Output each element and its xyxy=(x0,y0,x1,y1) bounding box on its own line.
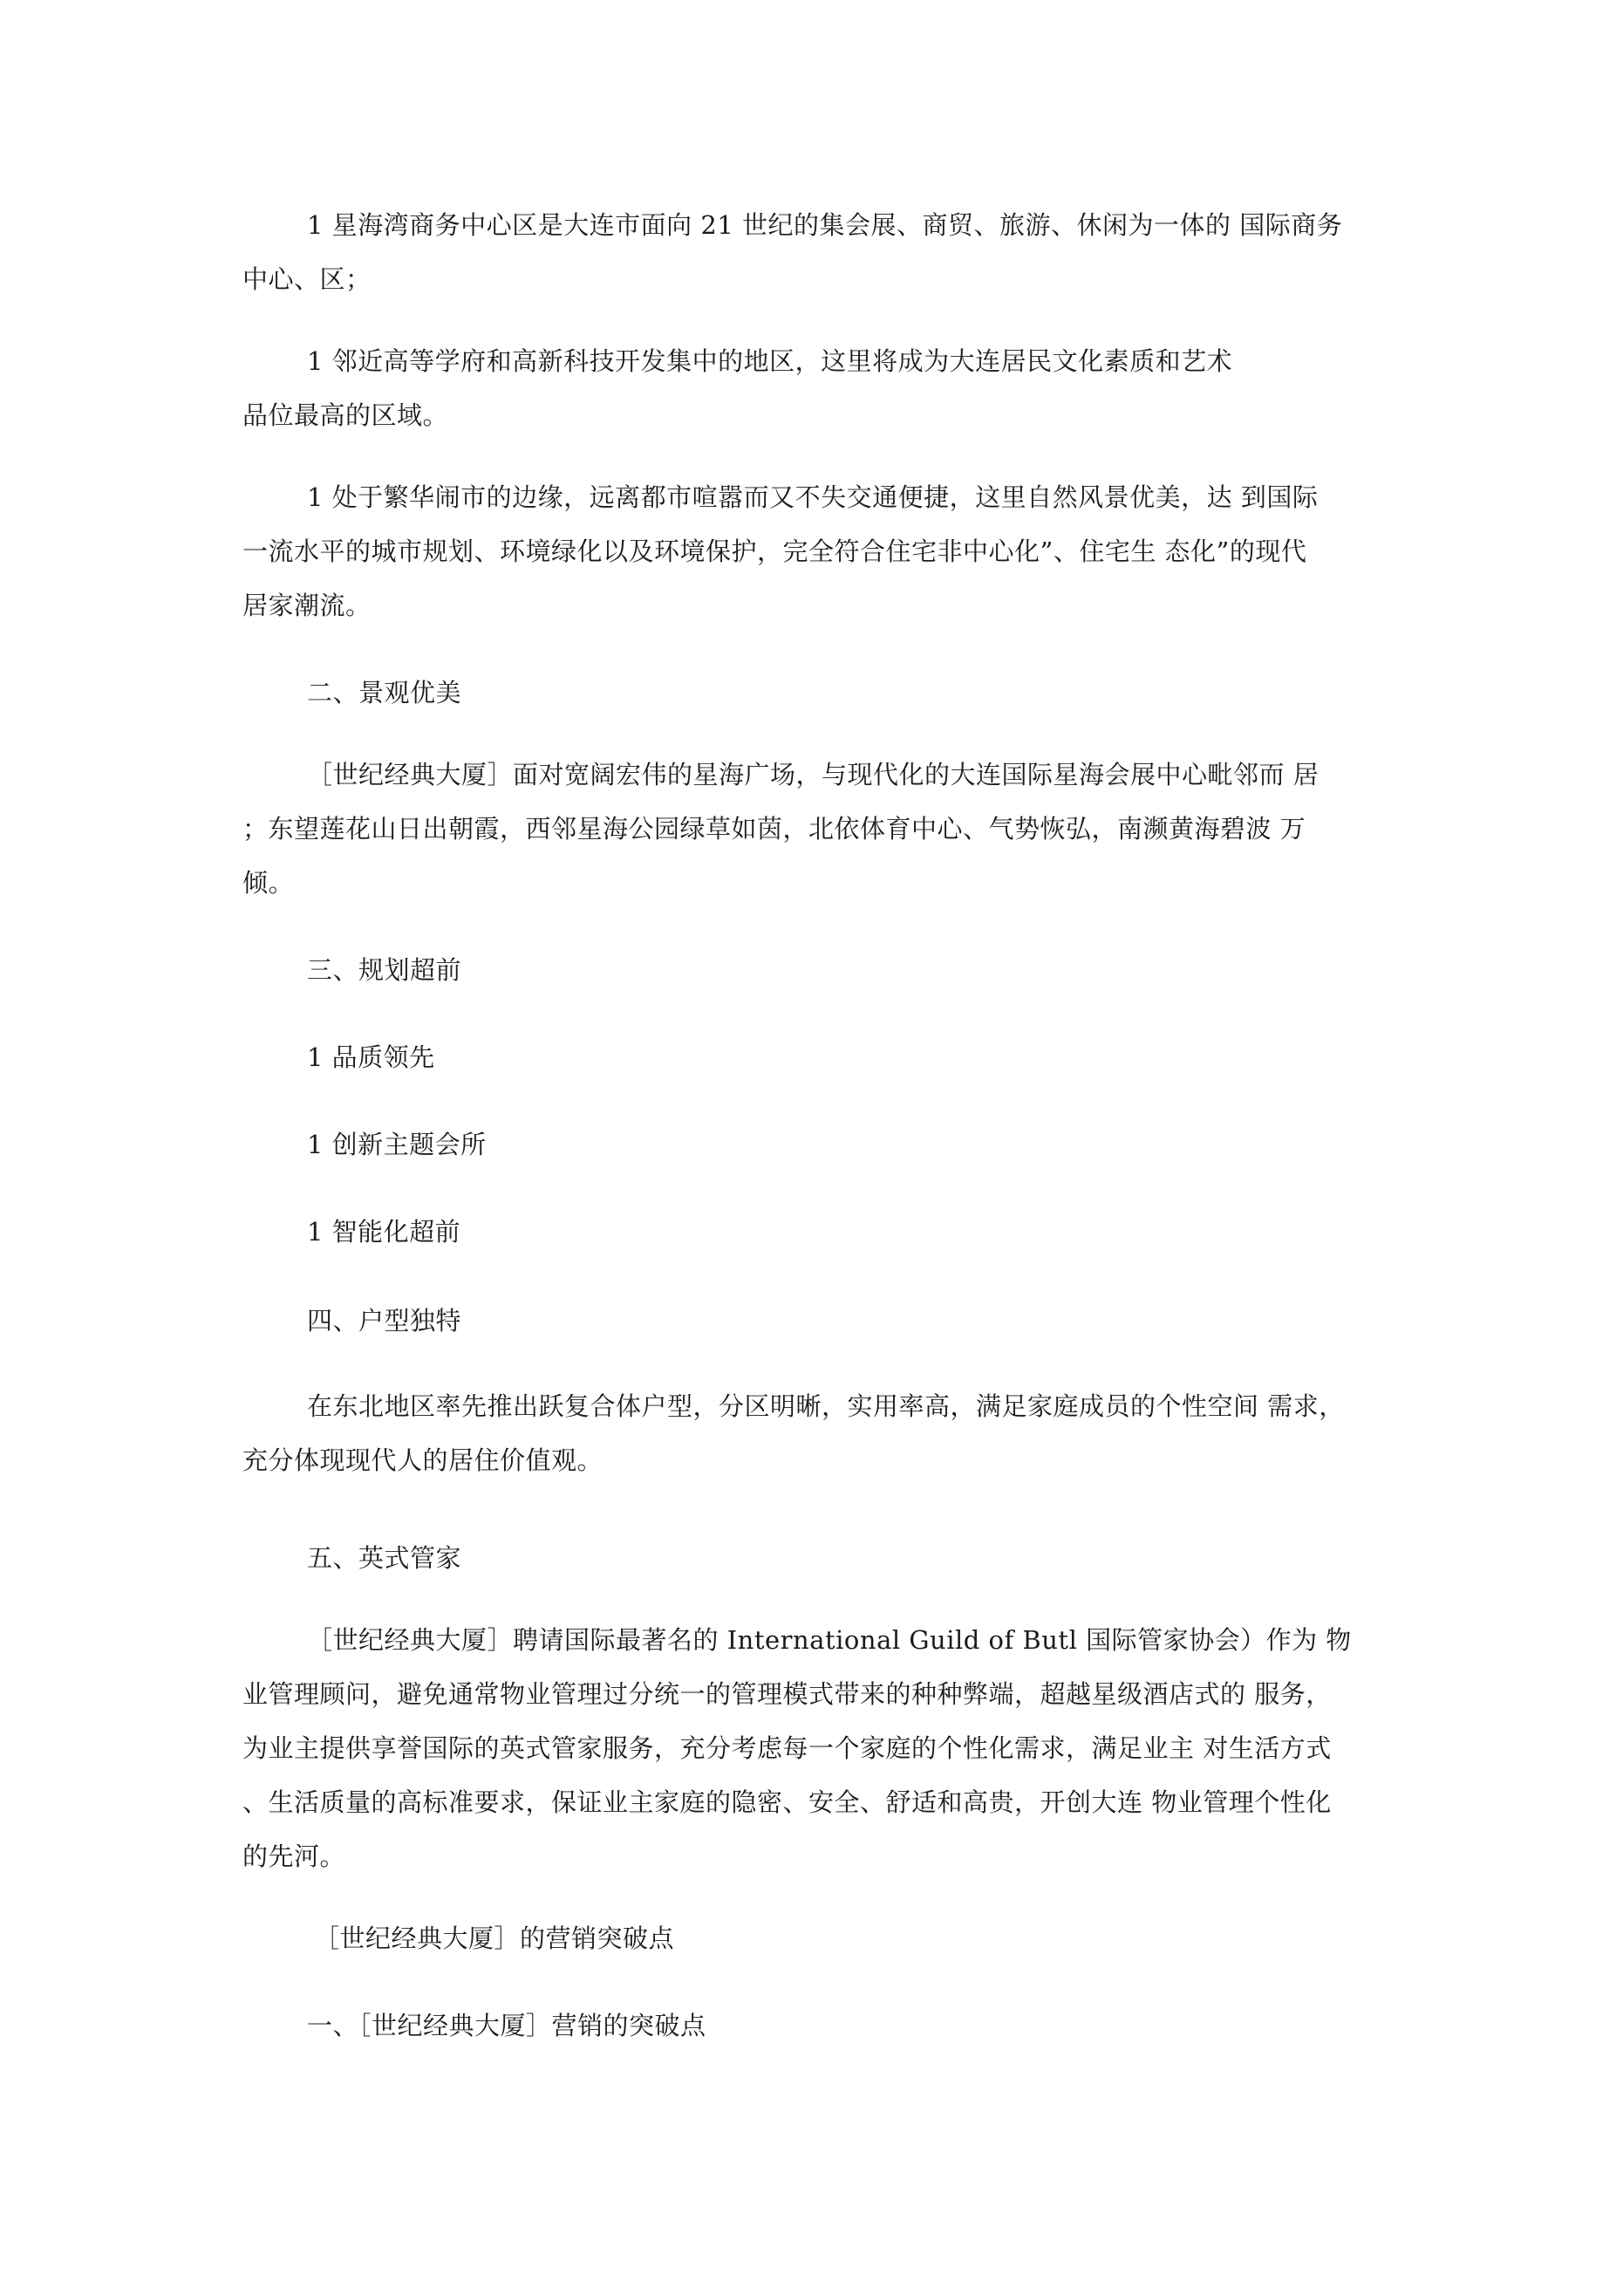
paragraph-unit-type-line-1: 在东北地区率先推出跃复合体户型，分区明晰，实用率高，满足家庭成员的个性空间 需求， xyxy=(307,1391,1345,1421)
paragraph-butler-line-1: ［世纪经典大厦］聘请国际最著名的 International Guild of Butl 国际管家协会）作为 物 xyxy=(307,1625,1352,1655)
list-item-quality: 1 品质领先 xyxy=(307,1042,435,1072)
paragraph-location-3-line-3: 居家潮流。 xyxy=(242,591,372,620)
paragraph-scenery-line-2: ；东望莲花山日出朝霞，西邻星海公园绿草如茵，北依体育中心、气势恢弘，南濒黄海碧波 万 xyxy=(242,814,1306,844)
paragraph-scenery-line-1: ［世纪经典大厦］面对宽阔宏伟的星海广场，与现代化的大连国际星海会展中心毗邻而 居 xyxy=(307,760,1320,789)
heading-scenery: 二、景观优美 xyxy=(307,678,462,707)
paragraph-location-3-line-2: 一流水平的城市规划、环境绿化以及环境保护，完全符合住宅非中心化”、住宅生 态化”的现代 xyxy=(242,536,1307,566)
paragraph-unit-type-line-2: 充分体现现代人的居住价值观。 xyxy=(242,1445,604,1475)
paragraph-butler-line-4: 、生活质量的高标准要求，保证业主家庭的隐密、安全、舒适和高贵，开创大连 物业管理个性化 xyxy=(242,1787,1332,1817)
paragraph-butler-line-3: 为业主提供享誉国际的英式管家服务，充分考虑每一个家庭的个性化需求，满足业主 对生活方式 xyxy=(242,1733,1332,1763)
list-item-clubhouse: 1 创新主题会所 xyxy=(307,1130,487,1159)
list-item-smart: 1 智能化超前 xyxy=(307,1217,461,1247)
heading-marketing-breakthrough: ［世纪经典大厦］的营销突破点 xyxy=(314,1924,675,1953)
paragraph-location-2-line-1: 1 邻近高等学府和高新科技开发集中的地区，这里将成为大连居民文化素质和艺术 xyxy=(307,346,1233,376)
paragraph-location-1-line-2: 中心、区； xyxy=(242,264,372,294)
heading-planning: 三、规划超前 xyxy=(307,955,462,985)
paragraph-location-3-line-1: 1 处于繁华闹市的边缘，远离都市喧嚣而又不失交通便捷，这里自然风景优美，达 到国际 xyxy=(307,482,1319,512)
paragraph-scenery-line-3: 倾。 xyxy=(242,868,295,898)
paragraph-location-2-line-2: 品位最高的区域。 xyxy=(242,400,449,430)
paragraph-butler-line-2: 业管理顾问，避免通常物业管理过分统一的管理模式带来的种种弊端，超越星级酒店式的 服务， xyxy=(242,1679,1332,1709)
heading-unit-type: 四、户型独特 xyxy=(307,1306,462,1336)
heading-butler: 五、英式管家 xyxy=(307,1543,462,1573)
paragraph-butler-line-5: 的先河。 xyxy=(242,1842,346,1871)
subheading-marketing-breakthrough: 一、［世纪经典大厦］营销的突破点 xyxy=(307,2011,706,2040)
paragraph-location-1-line-1: 1 星海湾商务中心区是大连市面向 21 世纪的集会展、商贸、旅游、休闲为一体的 国际商务 xyxy=(307,210,1343,240)
